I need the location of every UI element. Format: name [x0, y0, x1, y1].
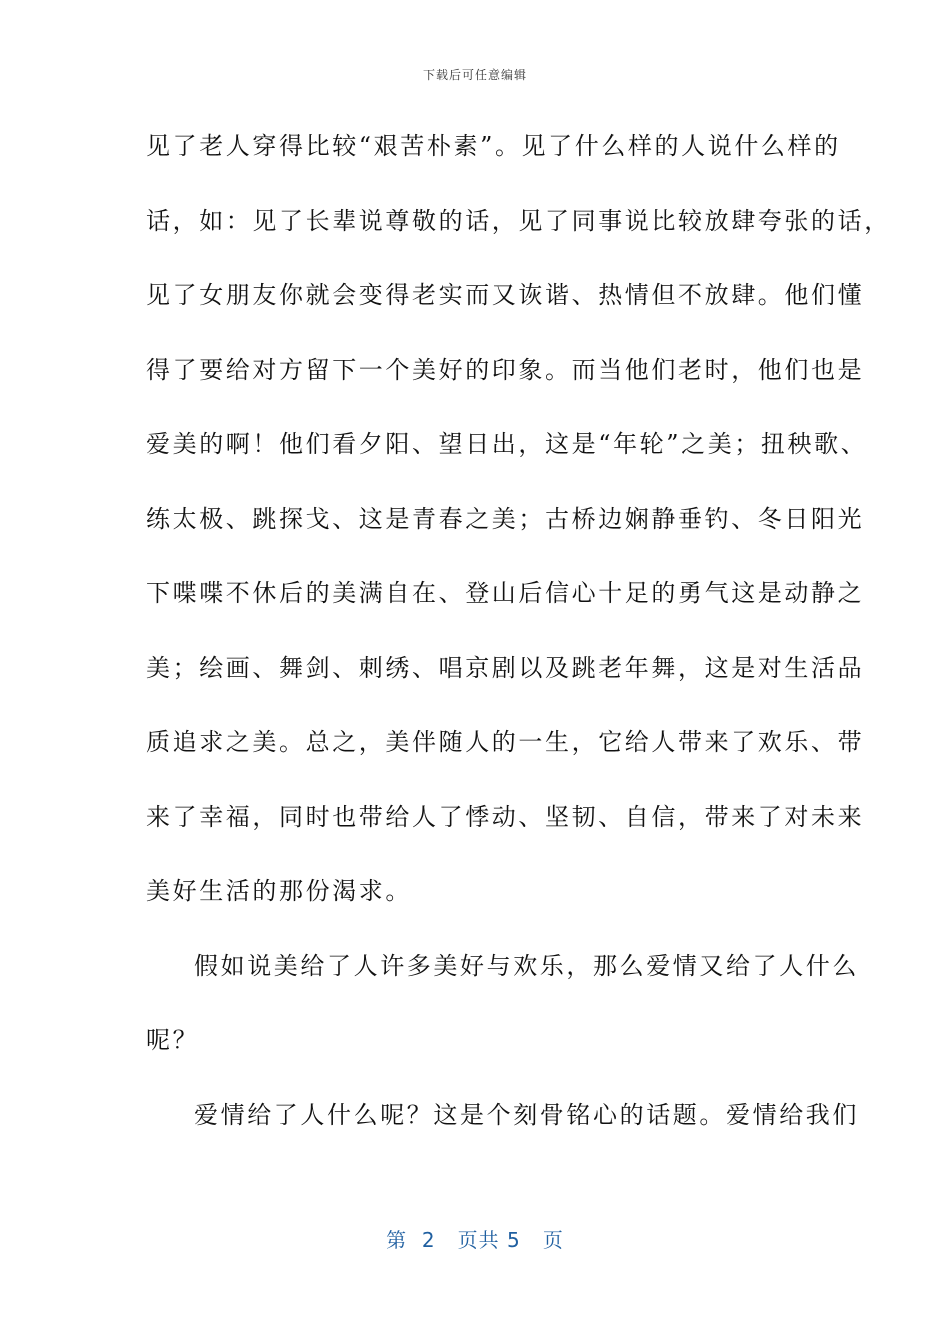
footer-label-of: 页共	[457, 1228, 500, 1252]
body-line: 见了女朋友你就会变得老实而又诙谐、热情但不放肆。他们懂	[146, 281, 865, 309]
body-line: 爱美的啊！他们看夕阳、望日出，这是“年轮”之美；扭秧歌、	[146, 430, 868, 458]
footer-label-end: 页	[542, 1228, 564, 1252]
body-line: 来了幸福，同时也带给人了悸动、坚韧、自信，带来了对未来	[146, 802, 865, 831]
body-line: 下喋喋不休后的美满自在、登山后信心十足的勇气这是动静之	[146, 579, 865, 607]
document-body	[146, 120, 891, 1163]
footer-total-pages: 5	[507, 1228, 521, 1252]
page-header: 下载后可任意编辑	[422, 68, 527, 82]
body-line: 美好生活的那份渴求。	[146, 877, 412, 905]
body-line: 得了要给对方留下一个美好的印象。而当他们老时，他们也是	[146, 355, 865, 384]
body-line: 话，如：见了长辈说尊敬的话，见了同事说比较放肆夸张的话，	[146, 206, 891, 235]
body-line: 质追求之美。总之，美伴随人的一生，它给人带来了欢乐、带	[146, 728, 865, 756]
body-line: 练太极、跳探戈、这是青春之美；古桥边娴静垂钓、冬日阳光	[146, 504, 865, 533]
page-footer	[0, 1224, 950, 1253]
paragraph-start-line: 假如说美给了人许多美好与欢乐，那么爱情又给了人什么	[194, 951, 859, 980]
footer-label-page: 第	[386, 1228, 408, 1252]
paragraph-start-line: 爱情给了人什么呢？这是个刻骨铭心的话题。爱情给我们	[194, 1100, 859, 1129]
footer-current-page: 2	[421, 1228, 436, 1252]
body-line: 呢？	[146, 1026, 200, 1054]
body-line: 见了老人穿得比较“艰苦朴素”。见了什么样的人说什么样的	[146, 132, 841, 160]
body-line: 美；绘画、舞剑、刺绣、唱京剧以及跳老年舞，这是对生活品	[146, 653, 865, 682]
